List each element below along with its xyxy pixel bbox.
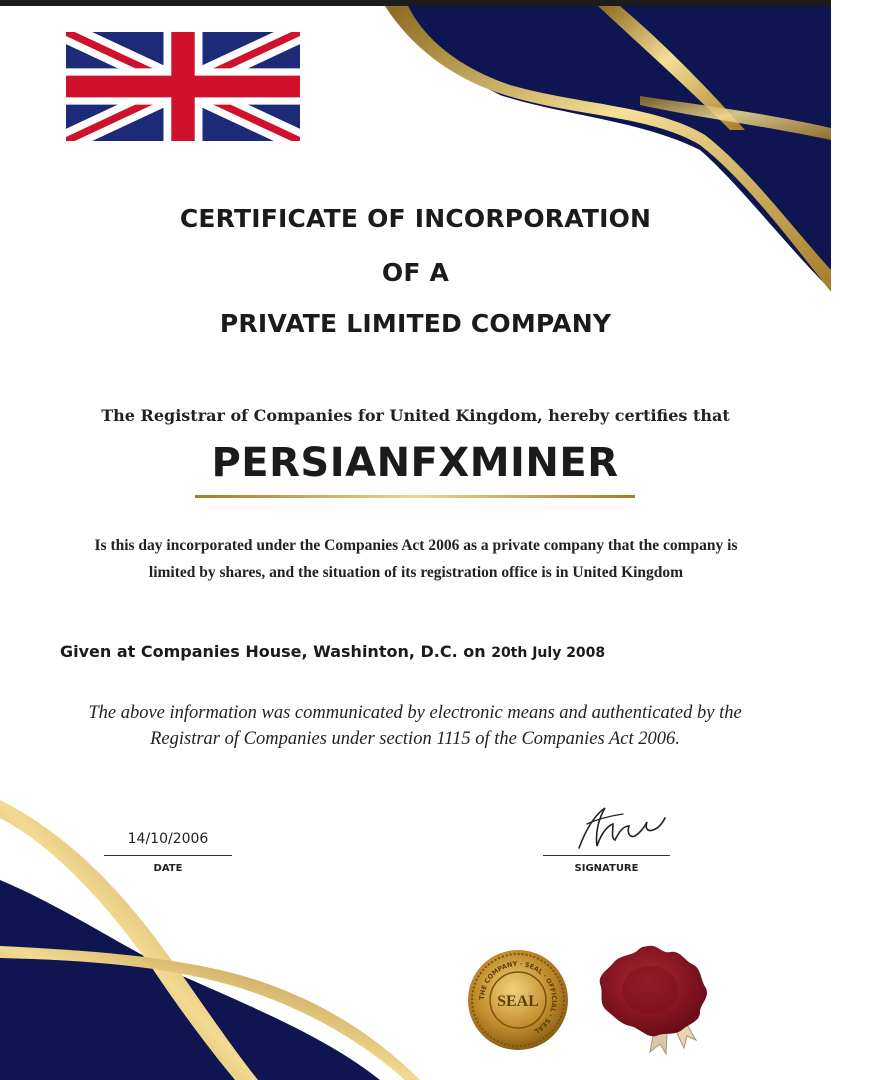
company-name: PERSIANFXMINER: [211, 440, 619, 486]
union-jack-flag-icon: [66, 32, 300, 141]
signature-label: SIGNATURE: [574, 863, 639, 874]
date-value: 14/10/2006: [127, 831, 209, 847]
seal-ring-text: THE COMPANY · SEAL · OFFICIAL · SEAL: [477, 959, 559, 1036]
bottom-left-navy-band: [0, 880, 380, 1080]
date-underline: [104, 855, 232, 856]
date-label: DATE: [153, 863, 183, 874]
gold-seal-icon: [466, 948, 570, 1052]
authentication-statement: The above information was communicated by electronic means and authenticated by the Registrar of Companies under section 1115 of the Companies Act 2006.: [88, 703, 742, 749]
certificate-title-line-1: CERTIFICATE OF INCORPORATION: [179, 204, 652, 233]
handwritten-signature: [565, 802, 675, 852]
certificate-title-line-3: PRIVATE LIMITED COMPANY: [219, 309, 612, 338]
company-name-underline: [195, 495, 635, 498]
wax-seal-icon: [588, 940, 713, 1060]
incorporation-text: Is this day incorporated under the Companies Act 2006 as a private company that the company is limited by shares, and the situation of its registration office is in United Kingdom: [94, 537, 738, 581]
signature-underline: [543, 855, 670, 856]
certificate-title-line-2: OF A: [381, 258, 450, 287]
seal-text: SEAL: [497, 993, 539, 1010]
top-right-navy-band: [405, 6, 831, 290]
registrar-certifies-text: The Registrar of Companies for United Kingdom, hereby certifies that: [101, 406, 730, 425]
given-at-line: [60, 642, 605, 661]
right-margin: [831, 0, 879, 1080]
given-at-text: Given at Companies House, Washinton, D.C. on: [60, 642, 486, 661]
given-date: 20th July 2008: [491, 645, 606, 661]
